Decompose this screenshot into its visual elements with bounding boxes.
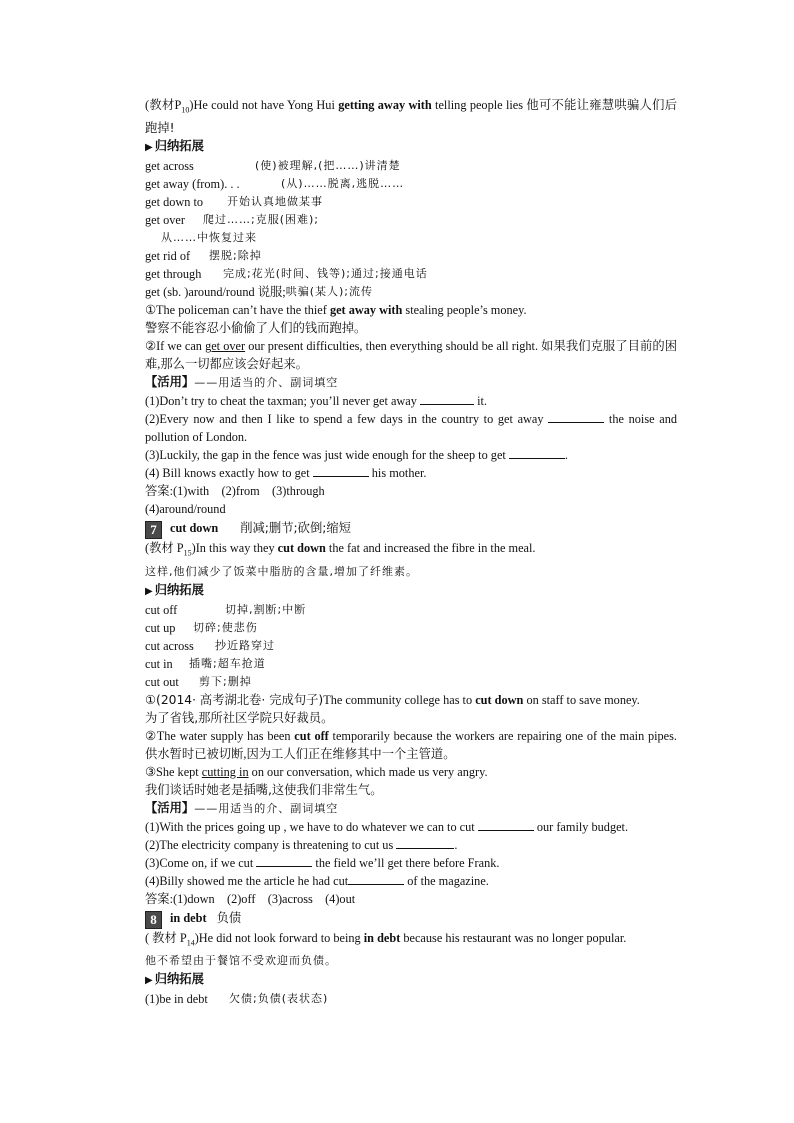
phrase-zh: (使)被理解,(把……)讲清楚 (255, 159, 401, 173)
textbook-example (145, 929, 677, 952)
example-text: )He could not have Yong Hui (189, 98, 339, 112)
phrase-en: cut out (145, 674, 179, 689)
phrase-zh: 从……中恢复过来 (161, 231, 257, 245)
phrase-item (145, 157, 677, 175)
example-3 (145, 763, 677, 781)
phrase-zh: 爬过……;克服(困难); (203, 213, 319, 227)
section-meaning: 负债 (216, 910, 242, 925)
source-ref: (教材 P (145, 541, 184, 556)
example-text: ①The policeman can’t have the thief (145, 303, 330, 318)
phrase-zh: 剪下;删掉 (199, 674, 252, 688)
question-text: (3)Come on, if we cut (145, 855, 257, 870)
underlined-phrase: get over (205, 339, 246, 354)
expand-label: 归纳拓展 (154, 582, 204, 597)
example-1 (145, 301, 677, 319)
key-phrase: in debt (363, 930, 401, 945)
phrase-zh: 摆脱;除掉 (209, 249, 262, 263)
answer-key: (4)around/round (145, 502, 226, 517)
answer-blank[interactable] (313, 464, 369, 477)
phrase-zh: 切掉,割断;中断 (225, 602, 307, 616)
example-text: )He did not look forward to being (194, 930, 364, 945)
source-ref: ①(2014· 高考湖北卷· 完成句子) (145, 692, 324, 707)
question-text: our family budget. (533, 819, 629, 834)
example-2 (145, 337, 677, 373)
question-3 (145, 446, 677, 464)
page-subscript: 14 (186, 938, 195, 948)
phrase-en: get rid of (145, 249, 191, 264)
section-heading (145, 519, 677, 539)
key-phrase: cut down (475, 692, 524, 707)
example-3-translation: 我们谈话时她老是插嘴,这使我们非常生气。 (145, 782, 383, 797)
phrase-item (145, 619, 677, 637)
expand-heading (145, 137, 677, 157)
answer-key: 答案:(1)with (2)from (3)through (145, 484, 325, 499)
practice-heading (145, 373, 677, 392)
source-ref: ( 教材 P (145, 930, 187, 945)
question-1 (145, 818, 677, 836)
triangle-icon: ▶ (145, 142, 153, 154)
question-text: of the magazine. (404, 873, 489, 888)
page-subscript: 15 (183, 548, 192, 558)
answer-blank[interactable] (420, 392, 474, 405)
question-text: (2)Every now and then I like to spend a few days in the country to get away (145, 412, 549, 427)
example-translation: 他可不能让雍慧哄骗人们后跑掉! (145, 98, 677, 136)
phrase-en: get away (from). . . (145, 177, 240, 192)
triangle-icon: ▶ (145, 975, 153, 987)
section-phrase: cut down (170, 521, 219, 536)
example-text: ③She kept (145, 764, 202, 779)
question-3 (145, 854, 677, 872)
expand-label: 归纳拓展 (154, 972, 204, 987)
answer-blank[interactable] (256, 854, 312, 867)
example-text: telling people lies (431, 98, 527, 112)
phrase-en: get through (145, 267, 202, 282)
source-ref: (教材P (145, 98, 182, 112)
phrase-item (145, 265, 677, 283)
phrase-zh: (从)……脱离,逃脱…… (281, 177, 405, 191)
phrase-zh: 哄骗(某人);流传 (285, 285, 374, 299)
example-text: on our conversation, which made us very angry. (248, 764, 488, 779)
phrase-zh: 开始认真地做某事 (227, 195, 323, 209)
question-text: his mother. (368, 466, 427, 481)
phrase-item (145, 175, 677, 193)
example-text: our present difficulties, then everything should be all right. 如果我们克服了目前的困难,那么一切都应该会好起来。 (145, 339, 678, 372)
key-phrase: cut down (277, 541, 326, 556)
question-text: (4) Bill knows exactly how to get (145, 466, 313, 481)
question-4 (145, 464, 677, 482)
phrase-en (145, 229, 161, 247)
question-text: the field we’ll get there before Frank. (312, 855, 500, 870)
question-text: the noise and pollution of London. (145, 412, 678, 445)
example-text: on staff to save money. (523, 692, 640, 707)
example-text: the fat and increased the fibre in the meal. (325, 541, 536, 556)
example-translation: 他不希望由于餐馆不受欢迎而负债。 (145, 954, 337, 968)
example-text: ②The water supply has been (145, 728, 295, 743)
practice-desc: ——用适当的介、副词填空 (194, 801, 339, 815)
phrase-en: get (sb. )around/round 说服; (145, 285, 286, 300)
question-text: (2)The electricity company is threatening to cut us (145, 837, 397, 852)
example-text: temporarily because the workers are repairing one of the main pipes. 供水暂时已被切断,因为工人们正在维修其中一个主管道。 (145, 728, 677, 761)
document-page (145, 96, 677, 1008)
page-subscript: 10 (181, 105, 190, 115)
phrase-zh: 插嘴;超车抢道 (189, 656, 266, 670)
key-phrase: getting away with (338, 98, 432, 112)
answer-key: 答案:(1)down (2)off (3)across (4)out (145, 891, 356, 906)
example-translation: 这样,他们减少了饭菜中脂肪的含量,增加了纤维素。 (145, 564, 418, 578)
phrase-list (145, 157, 677, 301)
answer-blank[interactable] (509, 446, 565, 459)
phrase-en: get over (145, 213, 185, 228)
section-phrase: in debt (170, 910, 207, 925)
question-text: . (454, 837, 458, 852)
section-number: 7 (145, 521, 162, 539)
phrase-item (145, 673, 677, 691)
phrase-en: cut up (145, 620, 176, 635)
phrase-item (145, 637, 677, 655)
expand-heading (145, 581, 677, 601)
textbook-example (145, 539, 677, 562)
textbook-example (145, 96, 677, 137)
example-2 (145, 727, 677, 763)
question-text: (1)Don’t try to cheat the taxman; you’ll never get away (145, 394, 420, 409)
practice-label: 【活用】 (145, 375, 195, 390)
phrase-en: get down to (145, 195, 204, 210)
key-phrase: get away with (329, 303, 403, 318)
answer-blank[interactable] (548, 410, 604, 423)
practice-heading (145, 799, 677, 818)
phrase-en: cut across (145, 638, 194, 653)
practice-desc: ——用适当的介、副词填空 (194, 376, 339, 390)
expand-label: 归纳拓展 (154, 139, 204, 154)
question-2 (145, 410, 677, 446)
answer-blank[interactable] (348, 872, 404, 885)
phrase-en: (1)be in debt (145, 992, 208, 1007)
question-text: . (564, 448, 568, 463)
phrase-en: cut in (145, 656, 173, 671)
question-text: (3)Luckily, the gap in the fence was just wide enough for the sheep to get (145, 448, 509, 463)
phrase-list (145, 601, 677, 691)
phrase-item (145, 655, 677, 673)
underlined-phrase: cutting in (201, 764, 249, 779)
question-1 (145, 392, 677, 410)
expand-heading (145, 970, 677, 990)
question-text: (4)Billy showed me the article he had cut (145, 873, 349, 888)
phrase-zh: 完成;花光(时间、钱等);通过;接通电话 (223, 267, 428, 281)
triangle-icon: ▶ (145, 585, 153, 597)
phrase-en: cut off (145, 602, 178, 617)
example-text: )In this way they (191, 541, 278, 556)
answer-blank[interactable] (478, 818, 534, 831)
example-1 (145, 691, 677, 709)
question-4 (145, 872, 677, 890)
phrase-item (145, 247, 677, 265)
answer-blank[interactable] (396, 836, 454, 849)
question-text: it. (474, 394, 487, 409)
phrase-item (145, 601, 677, 619)
example-1-translation: 警察不能容忍小偷偷了人们的钱而跑掉。 (145, 321, 367, 336)
practice-label: 【活用】 (145, 800, 195, 815)
example-text: stealing people’s money. (402, 303, 527, 318)
phrase-zh: 欠债;负债(表状态) (229, 992, 329, 1006)
section-meaning: 削减;删节;砍倒;缩短 (240, 521, 351, 536)
phrase-zh: 切碎;使悲伤 (193, 620, 258, 634)
example-text: because his restaurant was no longer popular. (400, 930, 627, 945)
phrase-item (145, 193, 677, 211)
section-number: 8 (145, 911, 162, 929)
phrase-en: get across (145, 159, 194, 174)
section-heading (145, 909, 677, 929)
example-text: ②If we can (145, 339, 206, 354)
question-text: (1)With the prices going up , we have to do whatever we can to cut (145, 819, 478, 834)
example-text: The community college has to (323, 692, 476, 707)
phrase-item (145, 211, 677, 229)
phrase-item (145, 990, 677, 1008)
key-phrase: cut off (294, 728, 329, 743)
phrase-item (145, 229, 677, 247)
example-1-translation: 为了省钱,那所社区学院只好裁员。 (145, 710, 334, 725)
question-2 (145, 836, 677, 854)
phrase-item (145, 283, 677, 301)
phrase-zh: 抄近路穿过 (215, 638, 275, 652)
